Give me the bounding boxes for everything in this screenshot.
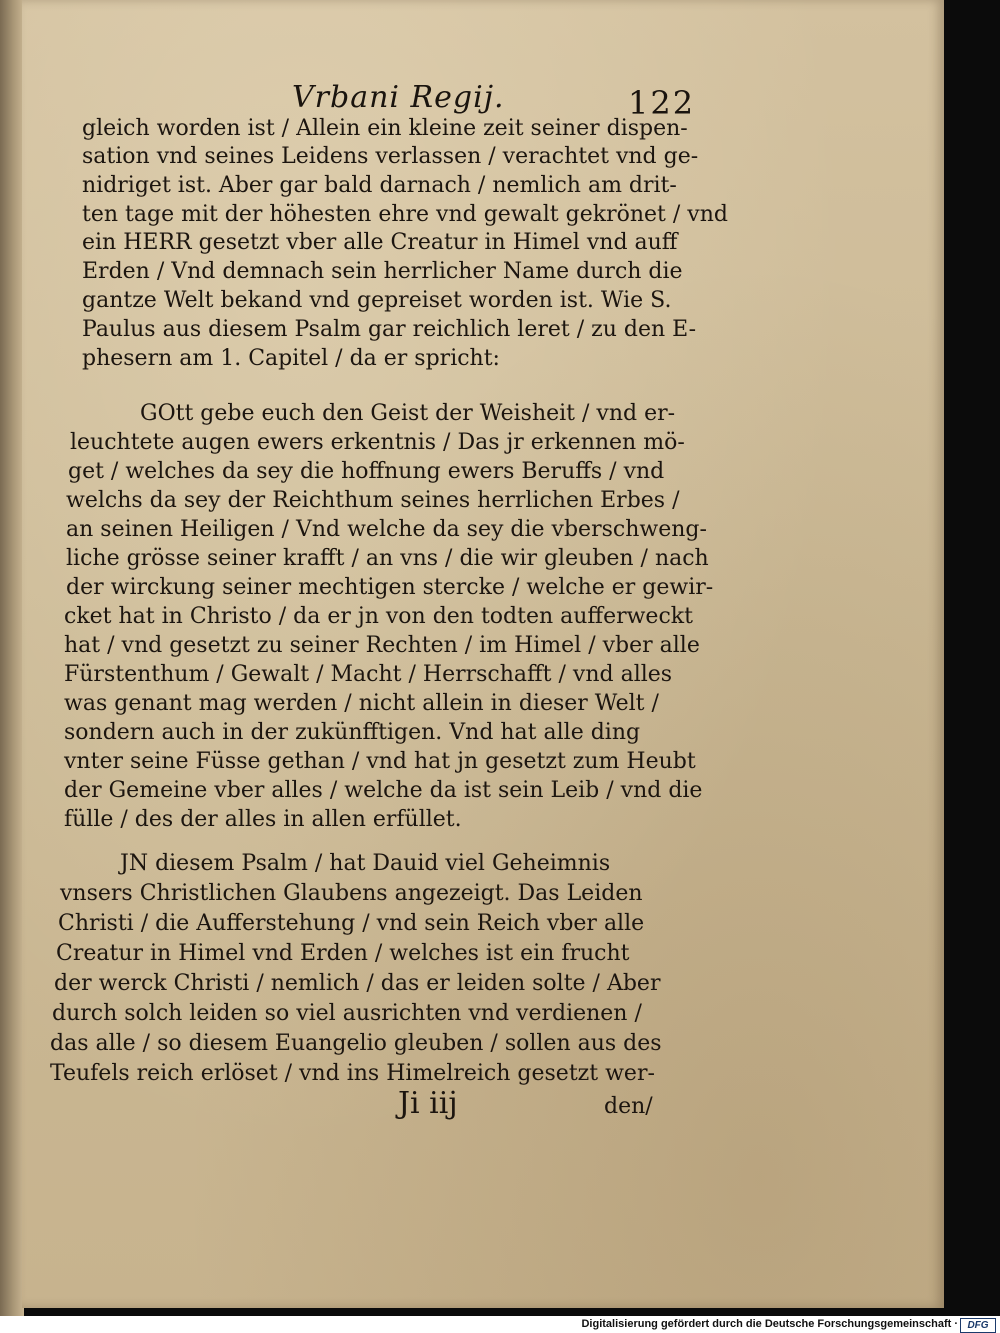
text-line: der Gemeine vber alles / welche da ist sein Leib / vnd die (64, 778, 703, 803)
text-line: hat / vnd gesetzt zu seiner Rechten / im Himel / vber alle (64, 633, 700, 658)
text-line: der wirckung seiner mechtigen stercke / welche er gewir- (66, 575, 714, 600)
text-line: was genant mag werden / nicht allein in dieser Welt / (64, 691, 659, 716)
text-line: Paulus aus diesem Psalm gar reichlich leret / zu den E- (82, 317, 697, 342)
page-number: 122 (628, 84, 696, 122)
dfg-logo: DFG (960, 1318, 996, 1333)
text-line: nidriget ist. Aber gar bald darnach / nemlich am drit- (82, 173, 677, 198)
text-line: das alle / so diesem Euangelio gleuben / sollen aus des (50, 1031, 662, 1056)
text-line: Erden / Vnd demnach sein herrlicher Name durch die (82, 259, 683, 284)
text-line: Creatur in Himel vnd Erden / welches ist ein frucht (56, 941, 630, 966)
text-line: der werck Christi / nemlich / das er leiden solte / Aber (54, 971, 661, 996)
text-line: get / welches da sey die hoffnung ewers Beruffs / vnd (68, 459, 665, 484)
text-line: ten tage mit der höhesten ehre vnd gewalt gekrönet / vnd (82, 202, 728, 227)
text-line: fülle / des der alles in allen erfüllet. (64, 807, 462, 832)
text-line: sation vnd seines Leidens verlassen / verachtet vnd ge- (82, 144, 699, 169)
text-line: leuchtete augen ewers erkentnis / Das jr erkennen mö- (70, 430, 685, 455)
running-title: Vrbani Regij. (292, 80, 505, 115)
text-line: phesern am 1. Capitel / da er spricht: (82, 346, 500, 371)
text-line: gleich worden ist / Allein ein kleine zeit seiner dispen- (82, 116, 688, 141)
text-line: vnter seine Füsse gethan / vnd hat jn gesetzt zum Heubt (64, 749, 696, 774)
text-line: welchs da sey der Reichthum seines herrlichen Erbes / (66, 488, 680, 513)
text-line: ein HERR gesetzt vber alle Creatur in Himel vnd auff (82, 230, 678, 255)
text-line: JN diesem Psalm / hat Dauid viel Geheimnis (120, 851, 611, 876)
page-edge (0, 0, 24, 1316)
footer-credit: Digitalisierung gefördert durch die Deutsche Forschungsgemeinschaft · (581, 1318, 958, 1330)
text-line: vnsers Christlichen Glaubens angezeigt. Das Leiden (60, 881, 643, 906)
catchword: den/ (604, 1094, 653, 1119)
text-line: cket hat in Christo / da er jn von den todten aufferweckt (64, 604, 693, 629)
text-line: Teufels reich erlöset / vnd ins Himelreich gesetzt wer- (50, 1061, 655, 1086)
text-line: sondern auch in der zukünfftigen. Vnd hat alle ding (64, 720, 641, 745)
text-line: durch solch leiden so viel ausrichten vnd verdienen / (52, 1001, 642, 1026)
text-line: GOtt gebe euch den Geist der Weisheit / vnd er- (140, 401, 676, 426)
text-line: Fürstenthum / Gewalt / Macht / Herrschafft / vnd alles (64, 662, 673, 687)
text-line: an seinen Heiligen / Vnd welche da sey die vberschweng- (66, 517, 707, 542)
signature-mark: Ji iij (398, 1086, 458, 1121)
text-line: liche grösse seiner krafft / an vns / die wir gleuben / nach (66, 546, 709, 571)
text-line: Christi / die Aufferstehung / vnd sein Reich vber alle (58, 911, 645, 936)
text-line: gantze Welt bekand vnd gepreiset worden ist. Wie S. (82, 288, 672, 313)
